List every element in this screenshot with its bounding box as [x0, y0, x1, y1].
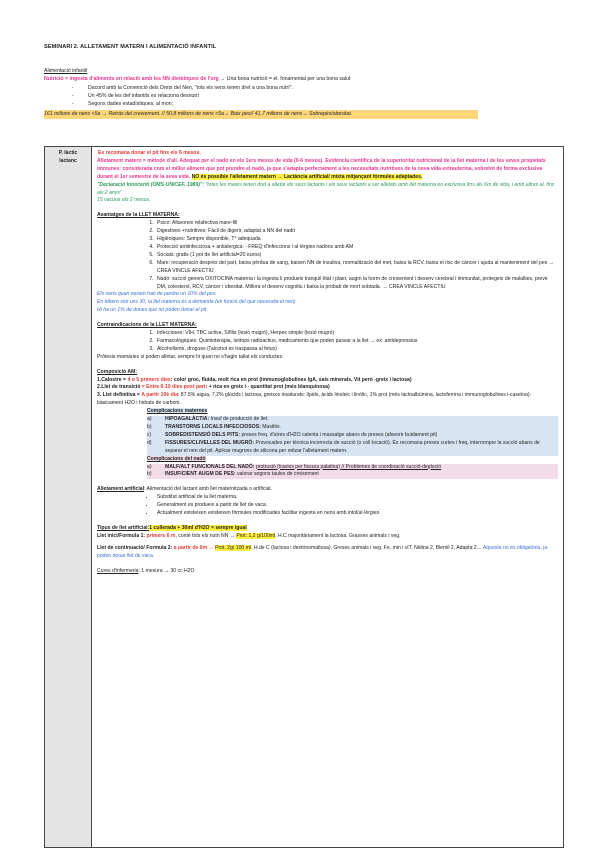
nutrition-rest: → Una bona nutrició = el. fonamental per una bona salut [220, 76, 351, 83]
declaration-text: "totes les mares tenen dret a alletar els seus lactants i els seus lactants a ser alletats amb llet materna en exclusiva fins als 6m de vida, i amb altres al. fins als 2 anys" [97, 181, 555, 196]
composition-heading: Composició AM: [97, 368, 137, 375]
formula2-prot: Prot. 2g/ 100 ml [215, 544, 252, 551]
transit-text: : + rica en greix i - quantitat prot (més blanquinosa) [205, 384, 330, 391]
calostre-text: : color groc, fluida, molt rica en prot (immunoglobulines IgA, sals minerals, Vit però -greix i lactosa) [170, 376, 412, 383]
formula2-age: a partir de 6m → [173, 544, 214, 551]
intro-bullet: - Dacord amb la Convenció dels Drets del Nen, "tots els nens tenen dret a una bona nutrí". [88, 84, 564, 92]
formula1-line [97, 533, 558, 541]
formula2-label: Llet de continuació/ Formula 2: [97, 544, 173, 551]
section-body-cell [92, 147, 564, 848]
maternal-heading: Complicacions maternes [147, 408, 208, 415]
formula1-rest: . H.C majoritàriament la lactosa. Grasses animals i veg. [275, 532, 401, 539]
baby-heading: Complicacions del nadó [147, 455, 206, 462]
advantage-item: 1. Psico: Afavoreix relafectiva mare-fill [155, 220, 558, 228]
advantage-item: 3. Higièniques: Sempre disponible, T° adequada [155, 236, 558, 244]
baby-item: a) MALF/ALT FUNCIONALS DEL NADÓ: protrusió (travies per fissura palatina) // Problemes de coordinació succió-deglució [147, 464, 558, 472]
lactation-table [44, 146, 564, 848]
document-title: SEMINARI 2. ALLETAMENT MATERN I ALIMENTACIÓ INFANTIL [44, 44, 217, 50]
advantage-item: 4. Protecció antiinfecciosa + antialergica: - FREQ d'infeccions i al·lèrgies nadons amb AM [155, 244, 558, 252]
innocenti-declaration [97, 182, 558, 198]
advantage-item: 6. Mare: recuperació després del part, baixa pèrdua de sang, baixen NN de insulina, normalització del met, baixa la RCV, baixa el risc de càncer i ajuda al manteniment del pes → CREA VINCLE AFECTIU [155, 260, 558, 276]
note-line: En biberó són uns 30, la llet materna és a demanda (en funció del que necessita el nen) [97, 299, 296, 306]
contraindication-item: 2. Farmacològiques: Quimioteràpia, isòtops radioactius, medicaments que poden passar a la llet → ex: antidepressius [155, 338, 558, 346]
section-label-cell [45, 147, 92, 848]
intro-bullet: - Un 45% de les def infantils es relaciona desnutri [88, 92, 564, 100]
definitive-line [97, 392, 558, 408]
calostre-label: 1.Calostre = [97, 376, 127, 383]
contraindication-item: 3. Alcoholisme, drogues (l'alcohol es traspassa al fetus) [155, 346, 558, 354]
maternal-item: c) SOBREDISTENSIÓ DELS PITS: preses freq. d'utres d'H2O calenta i massatge abans de preses (afavorir buidament pit) [147, 432, 558, 440]
transit-days: = Entre 6-10 dies post part [141, 384, 206, 391]
calostre-line [97, 377, 558, 385]
contraindication-item: 1. Infeccioses: VIH, TBC activa, Sífilis (lesió mugró), Herpes simple (lesió mugró) [155, 330, 558, 338]
maternal-item: a) HIPOAGALÀCTIA: Insuf de producció de llet. [147, 416, 558, 424]
definition-a: Alletament matern = mètode d'ali. Adequat per el nadó en els 1ers mesos de vida (0-6 mesos). Evidència científica de la superioritat nutricional de la llet materna i de les seves propietats immunes: considerada com el millor aliment que pot prendre el nadó, ja que s'adapta perfectament a les necessitats nutritives de la nova vida extrauterina, sobretot de forma exclusiva durant el 1er semestre de la seva vida. [97, 157, 546, 180]
maternal-item: b) TRANSTORNS LOCALS INFECCIOSOS: Mastitis. [147, 424, 558, 432]
maternal-item: d) FISSURES/CLIVELLES DEL MUGRÓ: Provocades per tècnica incorrecta de succió (o coll·locació). Es recomana preses curtes i freq, interrompre la succió abans de separar el nen del pit. Aplicar mugrons de silicona per reitzar l'alletament matern. [147, 440, 558, 456]
section-label-line: P. làctic [58, 150, 78, 156]
formula2-line [97, 545, 558, 561]
calostre-days: 4 o 5 primers dies [127, 376, 171, 383]
types-label: Tipus de llet artificial: [97, 524, 150, 531]
artificial-term: Alletament artificial [97, 486, 144, 493]
nutrition-definition [44, 75, 564, 83]
definition-b: NO és possible l'alletament matern → Lactància artificial/ mixta mitjançant fórmules adaptades. [191, 173, 423, 180]
advantage-item: 2. Digestives +nutritives: Fàcil de digerir, adaptat a NN del nadó [155, 228, 558, 236]
breastfeeding-definition [97, 158, 558, 182]
advantages-list [97, 220, 558, 291]
definitive-text: : 87.5% aigua, 7,2% glúcids i lactosa, greixos insaturats: lípids, àcids linoleic i linòlic, 1% prot (més lactoalbúmina, lactoferrina i immunoglobulines i-caseïna): bàsicament H2O i hidrats de carboni. [97, 392, 531, 407]
baby-item: b) INSUFICIENT AUGM DE PES: valorar segons taules de creixement [147, 471, 558, 479]
artificial-item: • Generalment es produeix a partir de llet de vaca. [155, 502, 558, 510]
types-line [97, 525, 558, 533]
note-line: Els nens quan neixen han de perdre un 10% del pes. [97, 291, 217, 298]
declaration-note: 15 vacuna als 2 mesos. [97, 197, 151, 204]
maternal-complications [147, 408, 558, 479]
artificial-item: • Actualment existeixen existeixen fórmules modificades facilitar ingesta en nens amb intol/al·lèrgies [155, 510, 558, 518]
lactation-row [45, 147, 564, 848]
section-label-line: lactanc [59, 157, 77, 164]
note-line: Hi ha un 1% de dones que no poden donar el pit. [97, 307, 208, 314]
contraindications-list [97, 330, 558, 354]
intro-bullet-list [44, 84, 564, 109]
definitive-label: 3. Llet definitiva = [97, 392, 140, 399]
formula1-mid: , conté tots els nutri NN → [175, 532, 235, 539]
formula2-note: Aquesta no és obligatòria, ja poden donar llet de vaca. [97, 544, 548, 559]
declaration-title: "Declaració Innocenti (OMS-UNICEF. 1989)": [97, 181, 205, 188]
intro-heading: Alimentació infantil [44, 68, 88, 74]
advantage-item: 5. Socials: gratis (1 pot de llet artificial=20 euros) [155, 252, 558, 260]
formula1-prot: Prot: 1,2 g/100ml [236, 532, 276, 539]
nursing-label: Cures d'infermeria [97, 567, 139, 574]
advantages-heading: Avantatges de la LLET MATERNA: [97, 212, 180, 219]
nursing-text: : 1 mesura → 30 cc H2O [138, 567, 195, 574]
intro-block [44, 67, 564, 119]
nutrition-term: Nutrició = ingesta d'aliments en relació amb les NN dietètiques de l'org [44, 76, 219, 83]
artificial-item: • Substitut artificial de la llet materna. [155, 494, 558, 502]
contraindications-heading: Contraindicacions de la LLET MATERNA: [97, 322, 197, 329]
nursing-line [97, 568, 558, 576]
formula2-rest: . H.de C (lactosa i dextrinomaltosa). Greses animals i veg. Fe, min i vIT. Nidina 2, Blemil 2, Adapta 2… [251, 544, 482, 551]
advantage-item: 7. Nadó: succió genera OXITOCINA materna i la ingesta li produeix tranquil·litat i plaer, augm la horm de creixement i desenv cerebral i immunitat, protegeix de malalties, prevé DM, colesterol, RCV, càncer i obesitat. Millora el desenv cognitiu i baixa la probab de mort sobtada. → CREA VINCLE AFECTIU [155, 276, 558, 292]
prosthesis-note: Pròtesis mamàries si poden alletar, sempre hi quan no s'hagin tallat els conductes. [97, 353, 284, 360]
intro-bullet: - Segons dades estadístiques, al mon; [88, 100, 564, 108]
malnutrition-stats: 161 milions de nens <5a → Retràs del creixement. // 50,8 milions de nens <5a→ Baix pes// 41,7 milions de nens→ Sobrepès/obesitat. [44, 110, 478, 118]
transit-label: 2.Llet de transició [97, 384, 141, 391]
recommendation: Es recomana donar el pit fins els 6 mesos. [98, 150, 201, 156]
artificial-list [97, 494, 558, 518]
formula1-age: primers 6 m [146, 532, 176, 539]
transit-line [97, 384, 558, 392]
types-rule: 1 cullerada + 30ml d'H2O = sempre igual [149, 524, 247, 531]
artificial-line [97, 486, 558, 494]
artificial-text: : Alimentació del lactant amb llet maternitzada o artificial. [144, 486, 272, 493]
definitive-days: A partir 10è dia [141, 392, 178, 399]
formula1-label: Llet inici/Formula 1: [97, 532, 146, 539]
